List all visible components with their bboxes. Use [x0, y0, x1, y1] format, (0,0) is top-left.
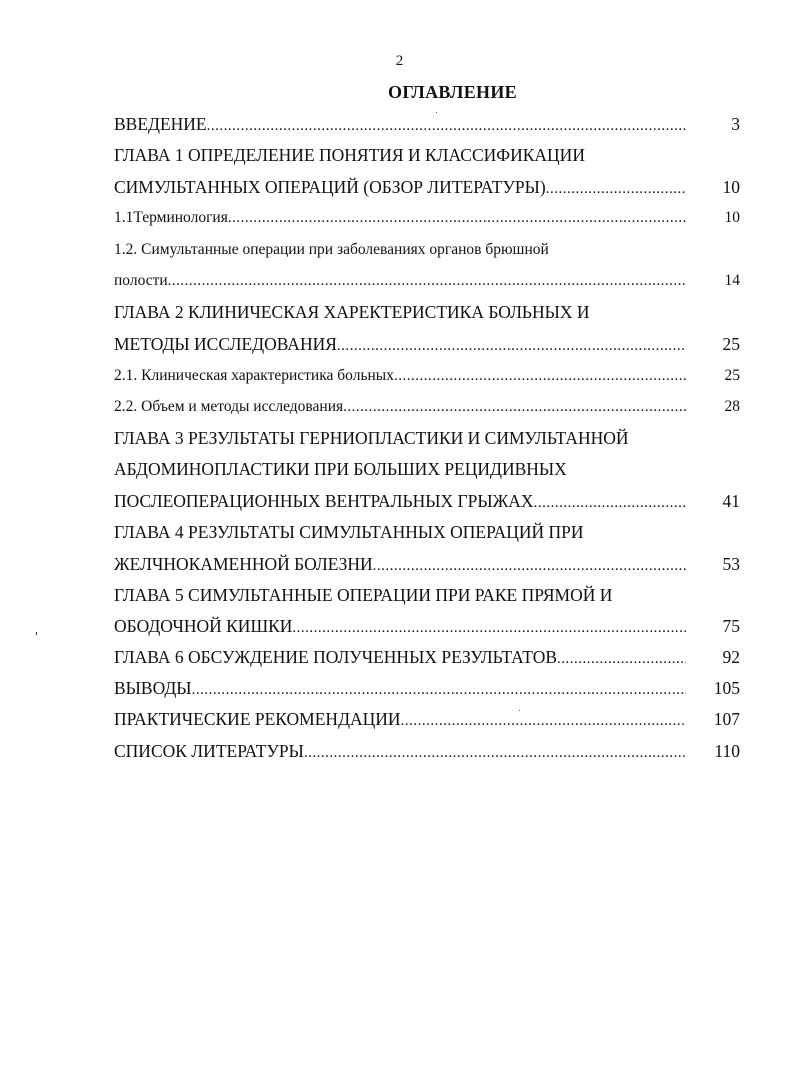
- toc-entry-page: 25: [722, 334, 740, 354]
- toc-entry-text: ГЛАВА 2 КЛИНИЧЕСКАЯ ХАРЕКТЕРИСТИКА БОЛЬНЫХ И: [114, 302, 590, 322]
- toc-entry-text: ГЛАВА 1 ОПРЕДЕЛЕНИЕ ПОНЯТИЯ И КЛАССИФИКАЦИИ: [114, 145, 585, 165]
- toc-entry-text: ВВЕДЕНИЕ: [114, 114, 207, 134]
- toc-entry-text: 1.1Терминология: [114, 209, 228, 226]
- toc-entry-references: [114, 740, 740, 764]
- dot-leader: [337, 335, 686, 357]
- toc-entry-chapter3-line1: [114, 427, 740, 449]
- toc-entry-text: ГЛАВА 5 СИМУЛЬТАННЫЕ ОПЕРАЦИИ ПРИ РАКЕ ПРЯМОЙ И: [114, 585, 613, 605]
- dot-leader: [168, 270, 686, 292]
- dot-leader: [373, 555, 686, 577]
- toc-entry-text: МЕТОДЫ ИССЛЕДОВАНИЯ: [114, 334, 337, 354]
- toc-entry-page: 53: [722, 554, 740, 574]
- toc-entry-section-1-2-line2: [114, 270, 740, 292]
- toc-entry-section-2-2: [114, 396, 740, 418]
- toc-entry-chapter2-line2: [114, 333, 740, 357]
- scan-speck: [36, 632, 37, 635]
- toc-entry-chapter2-line1: [114, 301, 740, 323]
- toc-title: ОГЛАВЛЕНИЕ: [388, 82, 517, 102]
- toc-entry-conclusions: [114, 677, 740, 701]
- toc-entry-chapter1-line1: [114, 144, 740, 166]
- dot-leader: [304, 742, 686, 764]
- dot-leader: [394, 365, 686, 387]
- dot-leader: [228, 207, 686, 229]
- toc-entry-text: ПРАКТИЧЕСКИЕ РЕКОМЕНДАЦИИ: [114, 709, 401, 729]
- toc-entry-chapter5-line1: [114, 584, 740, 606]
- dot-leader: [534, 492, 686, 514]
- toc-entry-page: 28: [724, 398, 740, 415]
- dot-leader: [546, 178, 686, 200]
- toc-entry-page: 107: [713, 709, 740, 729]
- toc-entry-section-1-2-line1: [114, 239, 740, 261]
- toc-entry-page: 41: [722, 491, 740, 511]
- toc-entry-chapter5-line2: [114, 615, 740, 639]
- toc-entry-text: ГЛАВА 6 ОБСУЖДЕНИЕ ПОЛУЧЕННЫХ РЕЗУЛЬТАТОВ: [114, 647, 558, 667]
- toc-entry-page: 14: [724, 272, 740, 289]
- toc-entry-chapter4-line1: [114, 521, 740, 543]
- toc-entry-recommendations: [114, 708, 740, 732]
- toc-entry-chapter3-line3: [114, 490, 740, 514]
- toc-entry-page: 75: [722, 616, 740, 636]
- scan-speck: [519, 710, 520, 711]
- dot-leader: [401, 710, 686, 732]
- toc-entry-text: ГЛАВА 4 РЕЗУЛЬТАТЫ СИМУЛЬТАННЫХ ОПЕРАЦИЙ ПРИ: [114, 522, 584, 542]
- toc-entry-text: полости: [114, 272, 168, 289]
- toc-entry-page: 10: [724, 209, 740, 226]
- toc-entry-text: ПОСЛЕОПЕРАЦИОННЫХ ВЕНТРАЛЬНЫХ ГРЫЖАХ: [114, 491, 534, 511]
- toc-entry-text: АБДОМИНОПЛАСТИКИ ПРИ БОЛЬШИХ РЕЦИДИВНЫХ: [114, 459, 567, 479]
- toc-entry-text: ОБОДОЧНОЙ КИШКИ: [114, 616, 293, 636]
- scan-speck: [436, 112, 437, 113]
- toc-entry-text: 2.2. Объем и методы исследования: [114, 398, 344, 415]
- toc-entry-page: 3: [731, 114, 740, 134]
- page-number: 2: [395, 53, 404, 69]
- toc-entry-page: 25: [724, 367, 740, 384]
- toc-entry-chapter3-line2: [114, 458, 740, 480]
- toc-entry-text: 2.1. Клиническая характеристика больных: [114, 367, 394, 384]
- dot-leader: [192, 679, 686, 701]
- toc-entry-section-1-1: [114, 207, 740, 229]
- toc-entry-introduction: [114, 113, 740, 137]
- toc-entry-chapter6: [114, 646, 740, 670]
- dot-leader: [207, 115, 686, 137]
- dot-leader: [557, 648, 686, 670]
- toc-entry-text: ГЛАВА 3 РЕЗУЛЬТАТЫ ГЕРНИОПЛАСТИКИ И СИМУЛЬТАННОЙ: [114, 428, 629, 448]
- toc-entry-text: СПИСОК ЛИТЕРАТУРЫ: [114, 741, 304, 761]
- toc-entry-chapter4-line2: [114, 553, 740, 577]
- toc-entry-text: 1.2. Симультанные операции при заболеваниях органов брюшной: [114, 241, 549, 258]
- toc-entry-chapter1-line2: [114, 176, 740, 200]
- toc-entry-text: ВЫВОДЫ: [114, 678, 192, 698]
- dot-leader: [292, 617, 686, 639]
- dot-leader: [343, 396, 686, 418]
- toc-entry-text: СИМУЛЬТАННЫХ ОПЕРАЦИЙ (ОБЗОР ЛИТЕРАТУРЫ): [114, 177, 546, 197]
- toc-entry-page: 110: [714, 741, 740, 761]
- toc-entry-page: 105: [713, 678, 740, 698]
- toc-entry-page: 10: [722, 177, 740, 197]
- toc-entry-page: 92: [722, 647, 740, 667]
- toc-entry-section-2-1: [114, 365, 740, 387]
- toc-entry-text: ЖЕЛЧНОКАМЕННОЙ БОЛЕЗНИ: [114, 554, 373, 574]
